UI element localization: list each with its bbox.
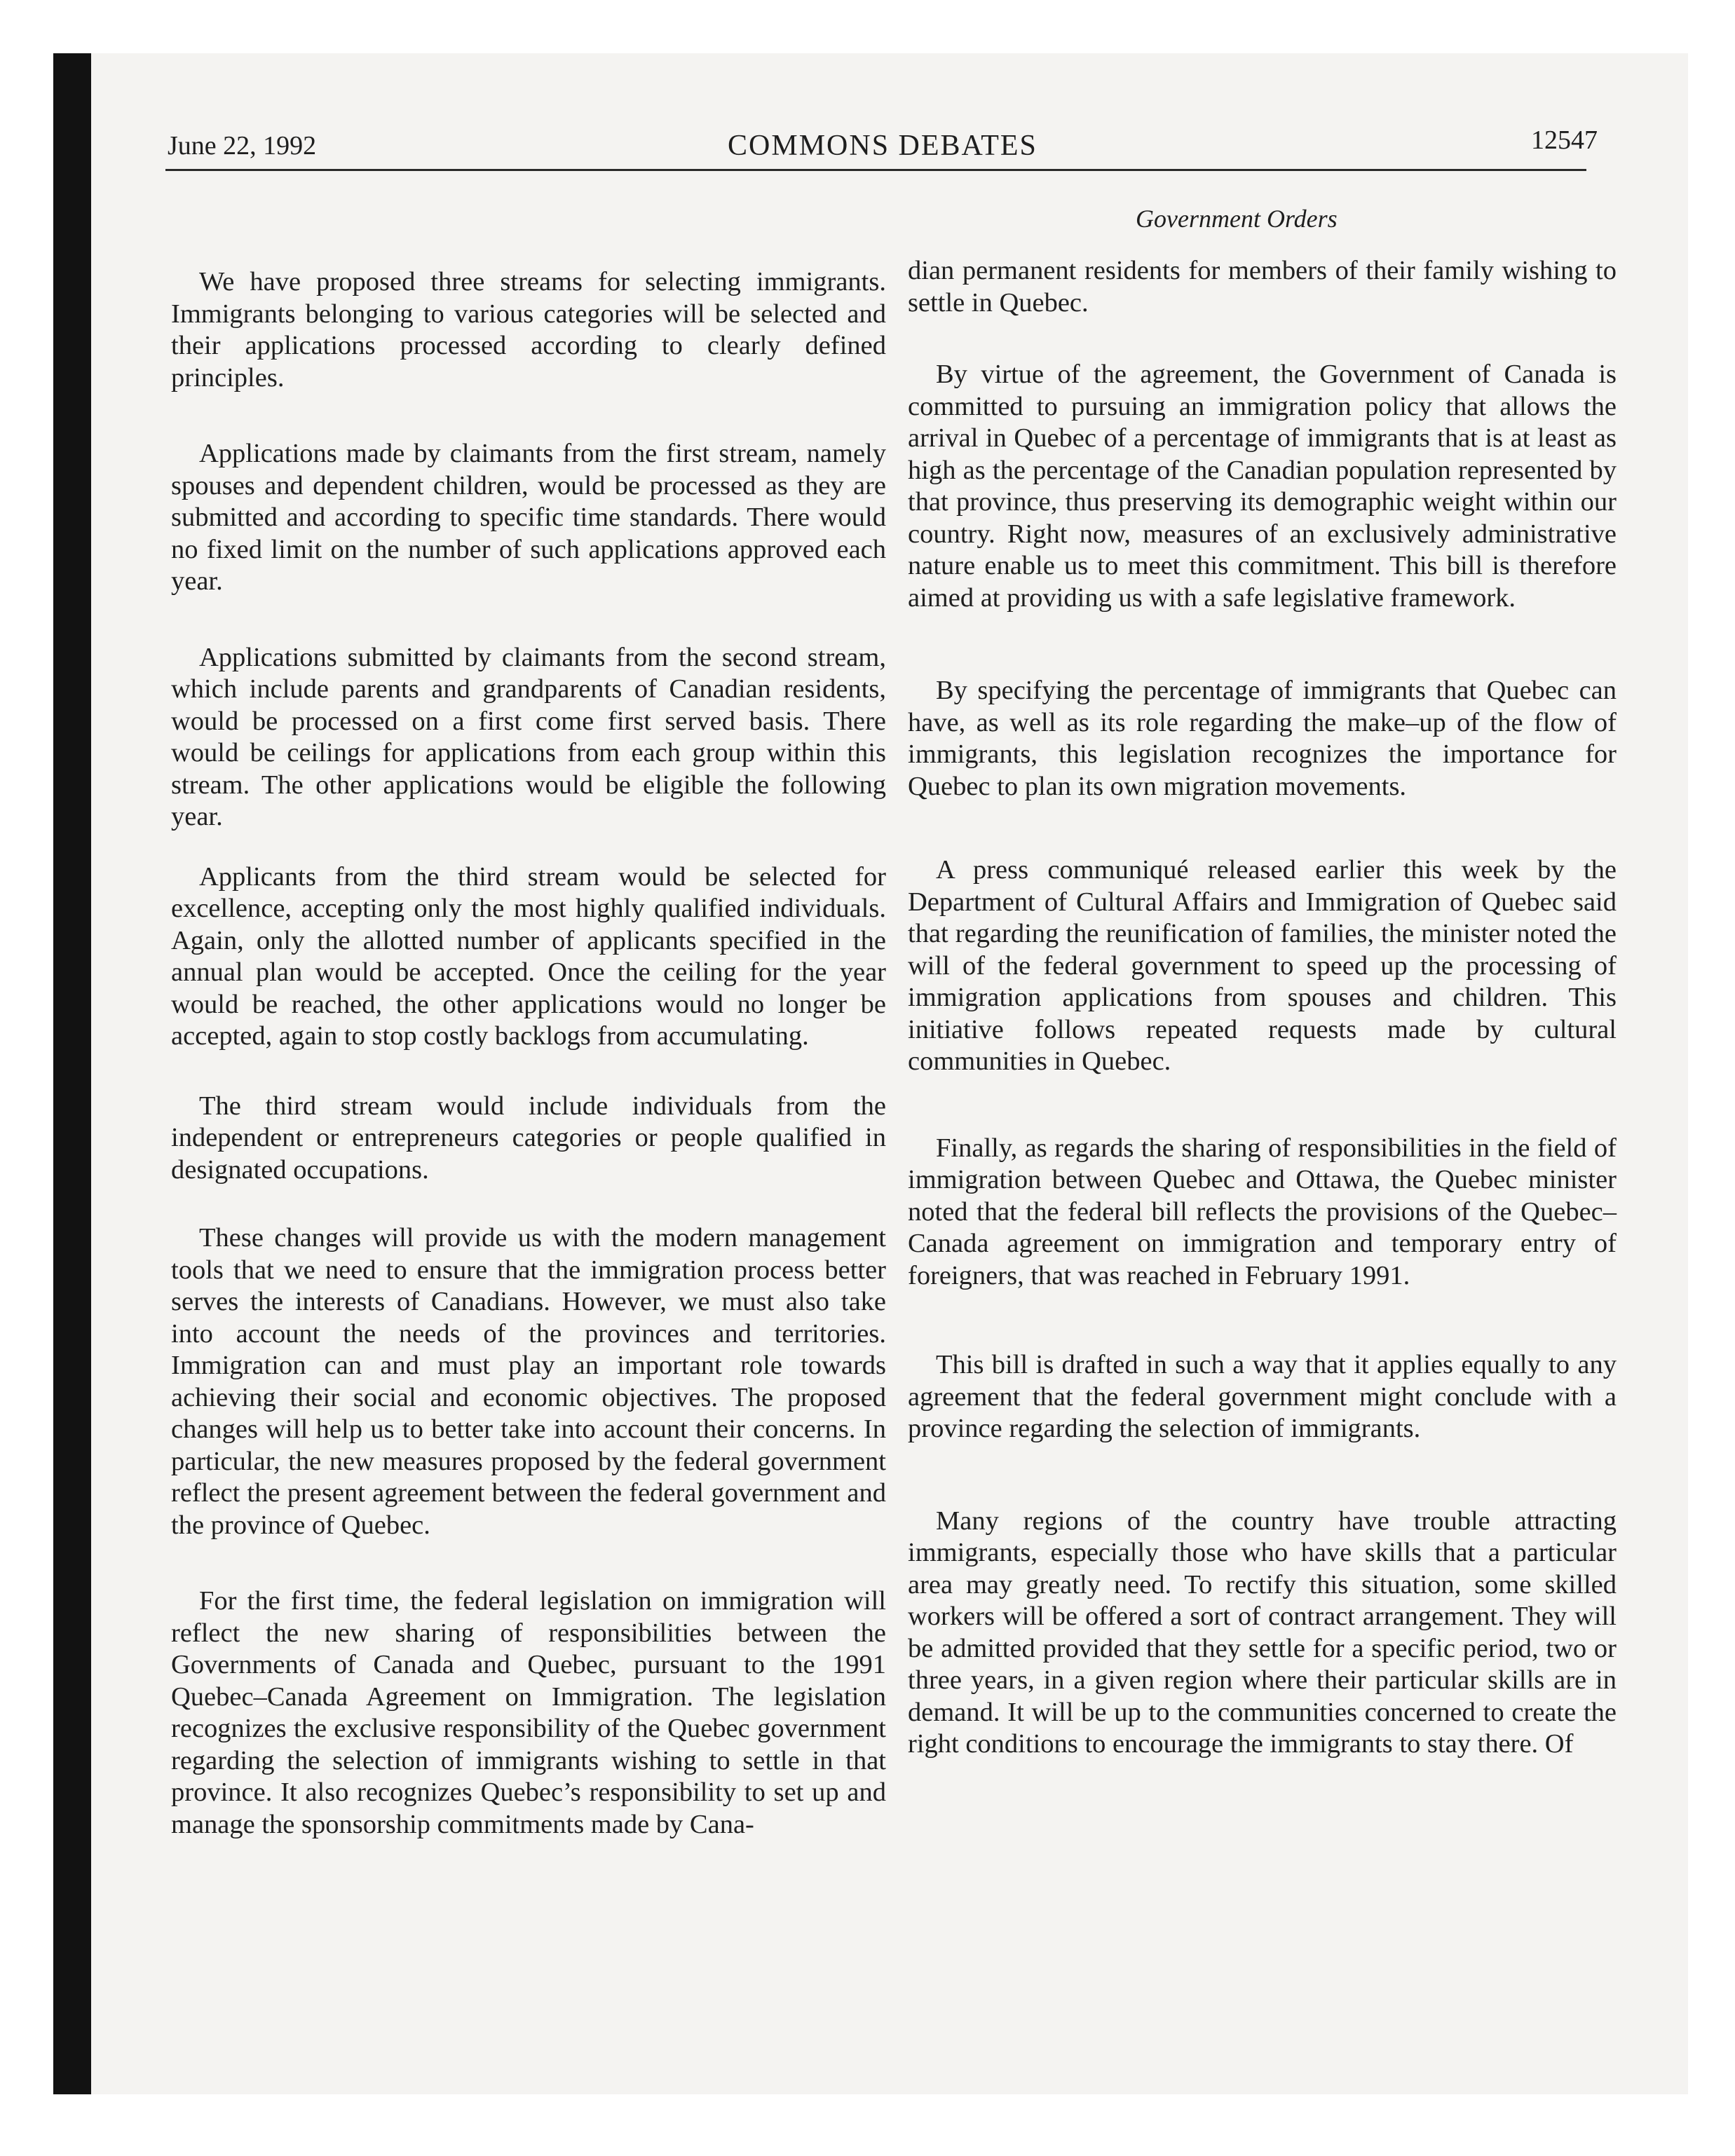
scan-binding-edge [53,53,91,2094]
paragraph: This bill is drafted in such a way that it applies equally to any agreement that the federal government might conclude with a province regarding the selection of immigrants. [908,1350,1617,1443]
header-title: COMMONS DEBATES [728,130,1037,162]
paragraph: Applications made by claimants from the first stream, namely spouses and dependent children, would be processed as they are submitted and according to specific time standards. There would no fixed limit on the number of such applications approved each year. [171,439,886,596]
header-page-number: 12547 [1531,125,1598,155]
paragraph: Applicants from the third stream would be selected for excellence, accepting only the most highly qualified individuals. Again, only the allotted number of applicants specified in the annual plan would be accepted. Once the ceiling for the year would be reached, the other applications would no longer be accepted, again to stop costly backlogs from accumulating. [171,861,886,1051]
paragraph: These changes will provide us with the modern management tools that we need to ensure that the immigration process better serves the interests of Canadians. However, we must also take into account the needs of the provinces and territories. Immigration can and must play an important role towards achieving their social and economic objectives. The proposed changes will help us to better take into account their concerns. In particular, the new measures proposed by the federal government reflect the present agreement between the federal government and the province of Quebec. [171,1223,886,1540]
paragraph: For the first time, the federal legislation on immigration will reflect the new sharing of responsibilities between the Governments of Canada and Quebec, pursuant to the 1991 Quebec–Canada Agreement on Immigration. The legislation recognizes the exclusive responsibility of the Quebec government regarding the selection of immigrants wishing to settle in that province. It also recognizes Quebec’s responsibility to set up and manage the sponsorship commitments made by Cana- [171,1586,886,1839]
paragraph: By specifying the percentage of immigrants that Quebec can have, as well as its role regarding the make–up of the flow of immigrants, this legislation recognizes the importance for Quebec to plan its own migration movements. [908,676,1617,801]
paragraph: By virtue of the agreement, the Government of Canada is committed to pursuing an immigration policy that allows the arrival in Quebec of a percentage of immigrants that is at least as high as the percentage of the Canadian population represented by that province, thus preserving its demographic weight within our country. Right now, measures of an exclusively administrative nature enable us to meet this commitment. This bill is therefore aimed at providing us with a safe legislative framework. [908,360,1617,613]
section-label: Government Orders [1136,205,1338,233]
paragraph: The third stream would include individuals from the independent or entrepreneurs categories or people qualified in designated occupations. [171,1091,886,1185]
right-column [908,255,1617,1761]
paragraph: Applications submitted by claimants from the second stream, which include parents and grandparents of Canadian residents, would be processed on a first come first served basis. There would be ceilings for applications from each group within this stream. The other applications would be eligible the following year. [171,642,886,831]
paragraph: A press communiqué released earlier this week by the Department of Cultural Affairs and Immigration of Quebec said that regarding the reunification of families, the minister noted the will of the federal government to speed up the processing of immigration applications from spouses and children. This initiative follows repeated requests made by cultural communities in Quebec. [908,855,1617,1076]
left-column [171,266,886,1841]
paragraph: Many regions of the country have trouble attracting immigrants, especially those who have skills that a particular area may greatly need. To rectify this situation, some skilled workers will be offered a sort of contract arrangement. They will be admitted provided that they settle for a specific period, two or three years, in a given region where their particular skills are in demand. It will be up to the communities concerned to create the right conditions to encourage the immigrants to stay there. Of [908,1506,1617,1759]
header-date: June 22, 1992 [168,131,317,161]
paragraph: Finally, as regards the sharing of responsibilities in the field of immigration between Quebec and Ottawa, the Quebec minister noted that the federal bill reflects the provisions of the Quebec–Canada agreement on immigration and temporary entry of foreigners, that was reached in February 1991. [908,1133,1617,1290]
header-rule [165,169,1586,171]
paragraph: We have proposed three streams for selecting immigrants. Immigrants belonging to various categories will be selected and their applications processed according to clearly defined principles. [171,267,886,393]
paragraph: dian permanent residents for members of their family wishing to settle in Quebec. [908,256,1617,318]
